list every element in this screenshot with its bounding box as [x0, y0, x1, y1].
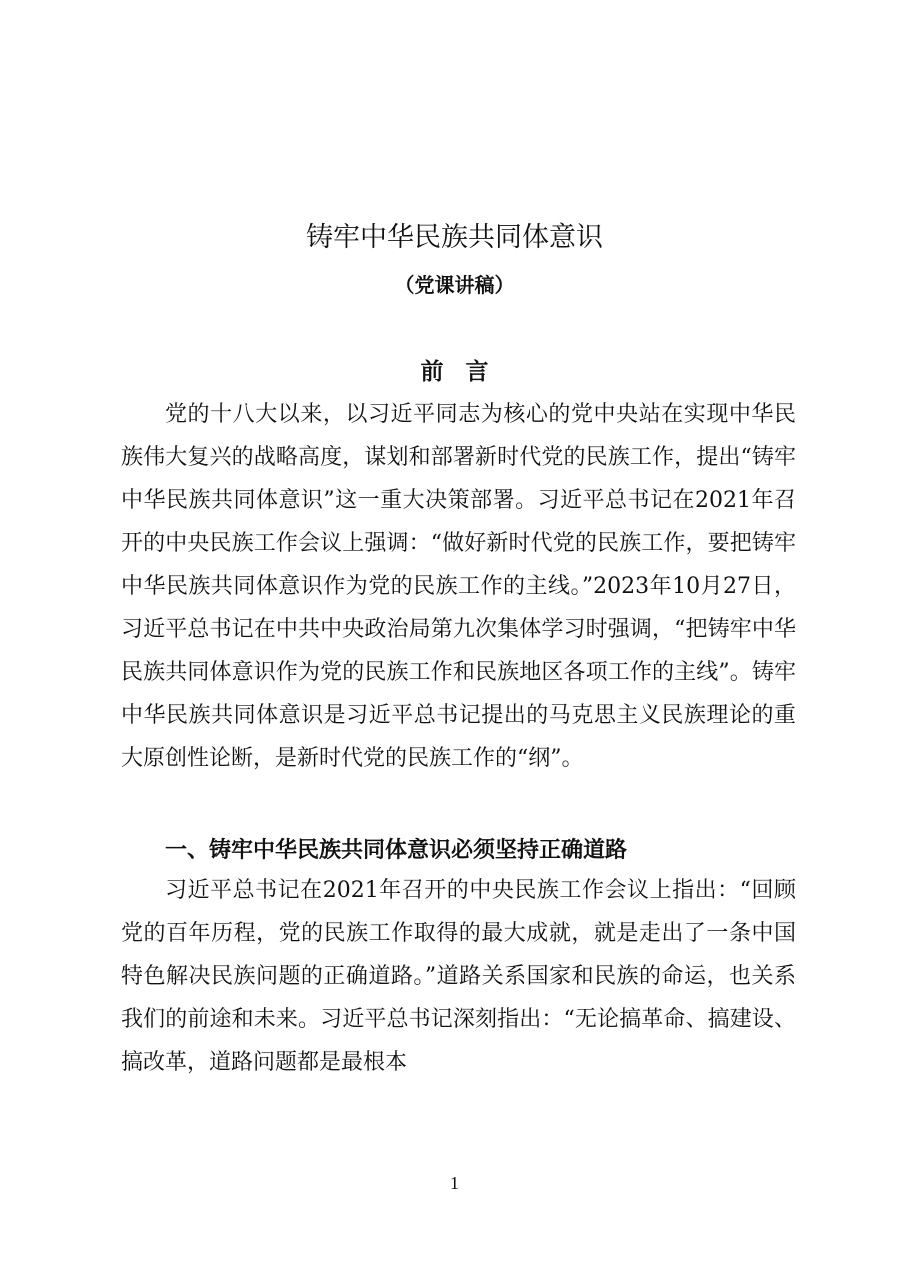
- section-heading: 一、铸牢中华民族共同体意识必须坚持正确道路: [165, 838, 628, 863]
- document-subtitle: （党课讲稿）: [394, 273, 515, 297]
- preface-heading: 前言: [420, 359, 511, 385]
- document-title: 铸牢中华民族共同体意识: [306, 222, 603, 253]
- section-paragraph: 习近平总书记在2021年召开的中央民族工作会议上指出：“回顾党的百年历程，党的民族工作取得的最大成就，就是走出了一条中国特色解决民族问题的正确道路。”道路关系国家和民族的命运，也关系我们的前途和未来。习近平总书记深刻指出：“无论搞革命、搞建设、搞改革，道路问题都是最根本: [121, 878, 796, 1075]
- page-number: 1: [450, 1173, 459, 1193]
- preface-paragraph: 党的十八大以来，以习近平同志为核心的党中央站在实现中华民族伟大复兴的战略高度，谋划和部署新时代党的民族工作，提出“铸牢中华民族共同体意识”这一重大决策部署。习近平总书记在2021年召开的中央民族工作会议上强调：“做好新时代党的民族工作，要把铸牢中华民族共同体意识作为党的民族工作的主线。”2023年10月27日，习近平总书记在中共中央政治局第九次集体学习时强调，“把铸牢中华民族共同体意识作为党的民族工作和民族地区各项工作的主线”。铸牢中华民族共同体意识是习近平总书记提出的马克思主义民族理论的重大原创性论断，是新时代党的民族工作的“纲”。: [121, 402, 796, 771]
